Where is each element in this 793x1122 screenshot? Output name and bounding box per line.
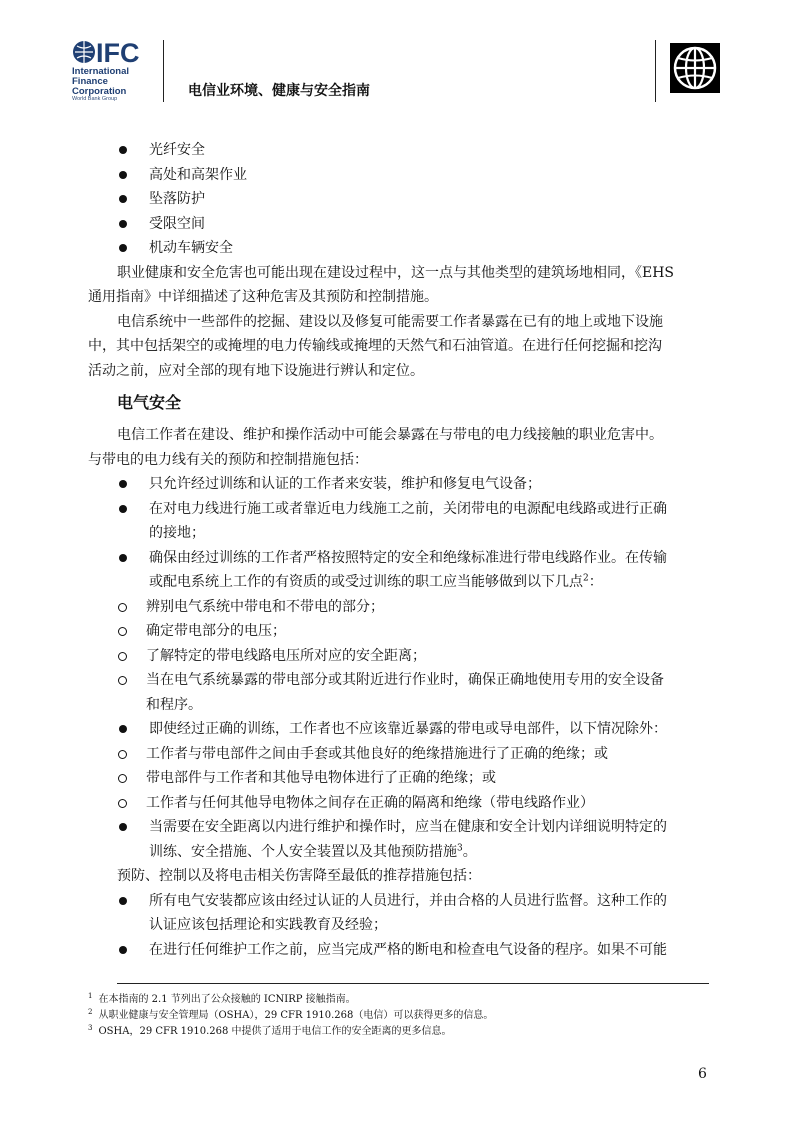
footnotes (88, 992, 728, 1040)
paragraph-line: 中，其中包括架空的或掩埋的电力传输线或掩埋的天然气和石油管道。在进行任何挖掘和挖沟 (88, 338, 662, 354)
bullet-dot-icon (119, 146, 127, 154)
paragraph-line: 通用指南》中详细描述了这种危害及其预防和控制措施。 (88, 289, 438, 305)
paragraph-line: 预防、控制以及将电击相关伤害降至最低的推荐措施包括： (117, 868, 481, 884)
header-title: 电信业环境、健康与安全指南 (188, 83, 370, 99)
bullet-dot-icon (119, 897, 127, 905)
bullet-circle-icon (118, 750, 127, 759)
sub-list-item: 工作者与任何其他导电物体之间存在正确的隔离和绝缘（带电线路作业） (117, 791, 709, 816)
ifc-logo-line-1: International (72, 66, 130, 77)
bullet-dot-icon (119, 220, 127, 228)
bullet-circle-icon (118, 627, 127, 636)
paragraph-line: 电信系统中一些部件的挖掘、建设以及修复可能需要工作者暴露在已有的地上或地下设施 (117, 313, 663, 330)
list-item: 即使经过正确的训练，工作者也不应该靠近暴露的带电或导电部件，以下情况除外： (117, 717, 709, 742)
bullet-dot-icon (119, 554, 127, 562)
sub-list-item: 辨别电气系统中带电和不带电的部分； (117, 595, 709, 620)
page-body (88, 138, 709, 962)
ifc-logo-line-3: Corporation (72, 86, 127, 97)
ifc-logo-line-2: Finance (72, 76, 108, 87)
footnote: $^3$ OSHA，29 CFR 1910.268 中提供了适用于电信工作的安全距离的更多信息。 (88, 1023, 452, 1037)
list-item: 在进行任何维护工作之前，应当完成严格的断电和检查电气设备的程序。如果不可能 (117, 938, 709, 963)
bullet-circle-icon (118, 676, 127, 685)
list-item-continuation: 的接地； (149, 525, 205, 541)
list-item: 机动车辆安全 (117, 236, 709, 261)
list-item: 当需要在安全距离以内进行维护和操作时，应当在健康和安全计划内详细说明特定的 (117, 815, 709, 840)
paragraph-line: 与带电的电力线有关的预防和控制措施包括： (88, 451, 368, 468)
ifc-logo (72, 38, 157, 104)
page-header (0, 0, 793, 105)
sub-list-item: 确定带电部分的电压； (117, 619, 709, 644)
bullet-dot-icon (119, 195, 127, 203)
list-item: 光纤安全 (117, 138, 709, 163)
sub-list-item-continuation: 和程序。 (146, 696, 202, 713)
list-item: 只允许经过训练和认证的工作者来安装，维护和修复电气设备； (117, 472, 709, 497)
bullet-dot-icon (119, 946, 127, 954)
list-item: 确保由经过训练的工作者严格按照特定的安全和绝缘标准进行带电线路作业。在传输 (117, 546, 709, 571)
footnote: $^1$ 在本指南的 2.1 节列出了公众接触的 ICNIRP 接触指南。 (88, 991, 356, 1005)
header-divider-right (655, 40, 656, 102)
list-item-continuation: 训练、安全措施、个人安全装置以及其他预防措施$^3$。 (149, 842, 477, 860)
section-heading: 电气安全 (117, 393, 182, 412)
bullet-dot-icon (119, 725, 127, 733)
world-bank-globe-icon (670, 43, 720, 93)
paragraph-line: 活动之前，应对全部的现有地下设施进行辨认和定位。 (88, 362, 424, 379)
bullet-circle-icon (118, 652, 127, 661)
bullet-dot-icon (119, 480, 127, 488)
sub-list-item: 当在电气系统暴露的带电部分或其附近进行作业时，确保正确地使用专用的安全设备 (117, 668, 709, 693)
bullet-dot-icon (119, 505, 127, 513)
sub-list-item: 工作者与带电部件之间由手套或其他良好的绝缘措施进行了正确的绝缘；或 (117, 742, 709, 767)
footnote-divider (117, 983, 709, 984)
bullet-dot-icon (119, 171, 127, 179)
ifc-logo-mark: IFC (96, 38, 140, 66)
ifc-globe-icon (72, 38, 157, 66)
sub-list-item: 带电部件与工作者和其他导电物体进行了正确的绝缘；或 (117, 766, 709, 791)
list-item: 所有电气安装都应该由经过认证的人员进行，并由合格的人员进行监督。这种工作的 (117, 889, 709, 914)
bullet-dot-icon (119, 244, 127, 252)
sub-list-item: 了解特定的带电线路电压所对应的安全距离； (117, 644, 709, 669)
paragraph-line: 电信工作者在建设、维护和操作活动中可能会暴露在与带电的电力线接触的职业危害中。 (117, 427, 663, 443)
bullet-circle-icon (118, 603, 127, 612)
footnote: $^2$ 从职业健康与安全管理局（OSHA），29 CFR 1910.268（电信）可以获得更多的信息。 (88, 1007, 494, 1021)
footnote-ref: 3 (457, 842, 463, 853)
list-item: 在对电力线进行施工或者靠近电力线施工之前，关闭带电的电源配电线路或进行正确 (117, 497, 709, 522)
header-divider-left (163, 40, 164, 102)
ifc-logo-subtitle: World Bank Group (72, 96, 118, 102)
page-number: 6 (698, 1066, 707, 1082)
paragraph-line: 职业健康和安全危害也可能出现在建设过程中，这一点与其他类型的建筑场地相同，《EHS (117, 264, 675, 281)
bullet-circle-icon (118, 774, 127, 783)
list-item: 受限空间 (117, 212, 709, 237)
list-item: 坠落防护 (117, 187, 709, 212)
list-item-continuation: 或配电系统上工作的有资质的或受过训练的职工应当能够做到以下几点$^2$： (149, 573, 603, 590)
bullet-dot-icon (119, 823, 127, 831)
list-item-continuation: 认证应该包括理论和实践教育及经验； (149, 917, 387, 933)
bullet-circle-icon (118, 799, 127, 808)
footnote-ref: 2 (583, 573, 589, 584)
list-item: 高处和高架作业 (117, 163, 709, 188)
